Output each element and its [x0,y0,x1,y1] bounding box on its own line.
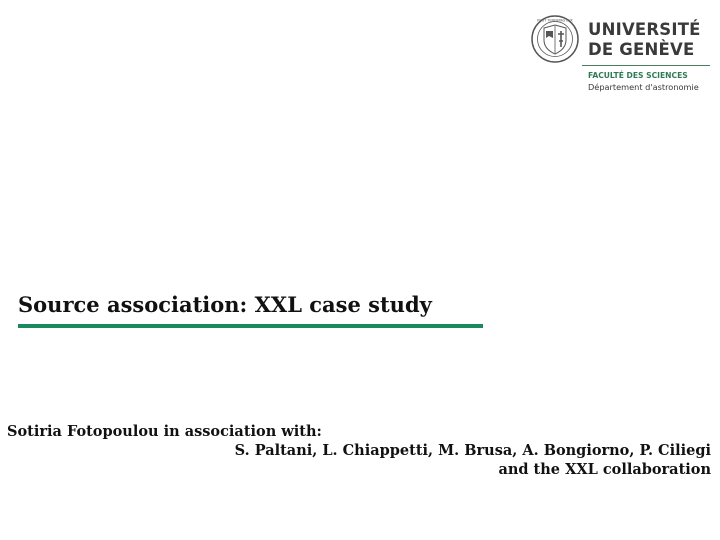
department-name: Département d'astronomie [588,82,699,92]
collaboration-line: and the XXL collaboration [498,461,711,478]
geneva-seal-icon [530,14,580,64]
faculty-name: FACULTÉ DES SCIENCES [588,71,688,80]
university-line-1: UNIVERSITÉ [588,20,701,39]
university-name [588,20,701,60]
collaborators-line: S. Paltani, L. Chiappetti, M. Brusa, A. Bongiorno, P. Ciliegi [234,442,711,459]
logo-divider [582,65,710,66]
university-logo [530,14,712,96]
university-line-2: DE GENÈVE [588,40,695,59]
slide-title: Source association: XXL case study [18,292,432,317]
author-line: Sotiria Fotopoulou in association with: [7,423,322,440]
title-underline [18,324,483,328]
svg-text:POST TENEBRAS LUX: POST TENEBRAS LUX [537,18,573,23]
